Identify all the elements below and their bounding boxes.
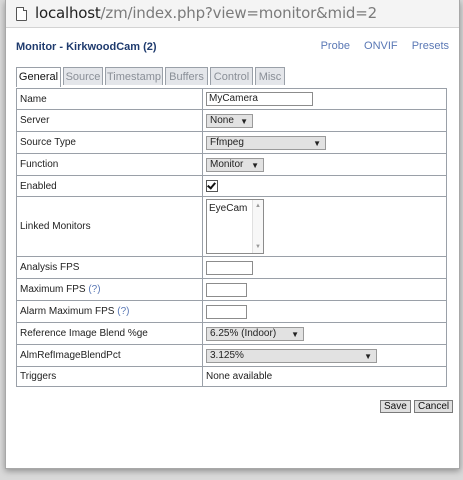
probe-link[interactable]: Probe xyxy=(320,40,350,52)
chevron-down-icon: ▼ xyxy=(291,329,299,339)
source-type-cell xyxy=(203,132,447,154)
analysis-fps-label: Analysis FPS xyxy=(17,257,203,279)
alm-blend-value: 3.125% xyxy=(210,349,244,361)
enabled-checkbox[interactable] xyxy=(206,180,218,192)
linked-monitor-option[interactable]: EyeCam xyxy=(209,203,248,214)
monitor-settings-table xyxy=(16,88,447,387)
tab-general[interactable]: General xyxy=(16,67,61,87)
presets-link[interactable]: Presets xyxy=(411,40,449,52)
triggers-label: Triggers xyxy=(17,367,203,387)
blend-value: 6.25% (Indoor) xyxy=(210,327,277,339)
max-fps-label: Maximum FPS xyxy=(20,284,86,295)
chevron-down-icon: ▼ xyxy=(364,351,372,361)
source-type-value: Ffmpeg xyxy=(210,136,244,148)
max-fps-help-link[interactable]: (?) xyxy=(88,284,101,295)
alm-blend-cell xyxy=(203,345,447,367)
onvif-link[interactable]: ONVIF xyxy=(364,40,398,52)
blend-cell xyxy=(203,323,447,345)
address-bar[interactable] xyxy=(6,0,459,28)
alarm-max-fps-help-link[interactable]: (?) xyxy=(117,306,130,317)
linked-monitors-listbox[interactable] xyxy=(206,199,264,254)
blend-select[interactable] xyxy=(206,327,304,341)
alarm-max-fps-label: Alarm Maximum FPS xyxy=(20,306,115,317)
linked-monitors-label: Linked Monitors xyxy=(17,197,203,257)
cancel-button[interactable]: Cancel xyxy=(414,400,453,413)
scroll-up-icon[interactable]: ▲ xyxy=(255,203,261,209)
max-fps-input[interactable] xyxy=(206,283,247,297)
function-select[interactable] xyxy=(206,158,264,172)
url-path: /zm/index.php?view=monitor&mid=2 xyxy=(100,4,377,22)
server-select[interactable] xyxy=(206,114,253,128)
listbox-scrollbar[interactable] xyxy=(252,200,263,253)
url-host: localhost xyxy=(35,4,101,22)
blend-label: Reference Image Blend %ge xyxy=(17,323,203,345)
chevron-down-icon: ▼ xyxy=(313,138,321,148)
chevron-down-icon: ▼ xyxy=(251,160,259,170)
function-cell xyxy=(203,154,447,176)
function-value: Monitor xyxy=(210,158,244,170)
tab-source[interactable]: Source xyxy=(63,67,103,85)
max-fps-label-cell xyxy=(17,279,203,301)
page-icon xyxy=(16,7,27,21)
linked-monitors-cell xyxy=(203,197,447,257)
function-label: Function xyxy=(17,154,203,176)
alarm-max-fps-label-cell xyxy=(17,301,203,323)
url-text[interactable] xyxy=(35,4,377,22)
analysis-fps-cell xyxy=(203,257,447,279)
alm-blend-label: AlmRefImageBlendPct xyxy=(17,345,203,367)
analysis-fps-input[interactable] xyxy=(206,261,253,275)
max-fps-cell xyxy=(203,279,447,301)
server-label: Server xyxy=(17,110,203,132)
enabled-label: Enabled xyxy=(17,176,203,197)
triggers-value: None available xyxy=(203,367,447,387)
chevron-down-icon: ▼ xyxy=(240,116,248,126)
save-button[interactable]: Save xyxy=(380,400,411,413)
name-input[interactable]: MyCamera xyxy=(206,92,313,106)
header-links xyxy=(310,40,449,52)
browser-window xyxy=(5,0,460,469)
tab-control[interactable]: Control xyxy=(210,67,253,85)
source-type-select[interactable] xyxy=(206,136,326,150)
alarm-max-fps-cell xyxy=(203,301,447,323)
page-title: Monitor - KirkwoodCam (2) xyxy=(16,41,157,53)
enabled-cell xyxy=(203,176,447,197)
server-cell xyxy=(203,110,447,132)
name-label: Name xyxy=(17,89,203,110)
tab-buffers[interactable]: Buffers xyxy=(165,67,208,85)
name-cell xyxy=(203,89,447,110)
server-value: None xyxy=(210,114,234,126)
scroll-down-icon[interactable]: ▼ xyxy=(255,244,261,250)
alarm-max-fps-input[interactable] xyxy=(206,305,247,319)
tab-misc[interactable]: Misc xyxy=(255,67,285,85)
tab-timestamp[interactable]: Timestamp xyxy=(105,67,163,85)
source-type-label: Source Type xyxy=(17,132,203,154)
alm-blend-select[interactable] xyxy=(206,349,377,363)
